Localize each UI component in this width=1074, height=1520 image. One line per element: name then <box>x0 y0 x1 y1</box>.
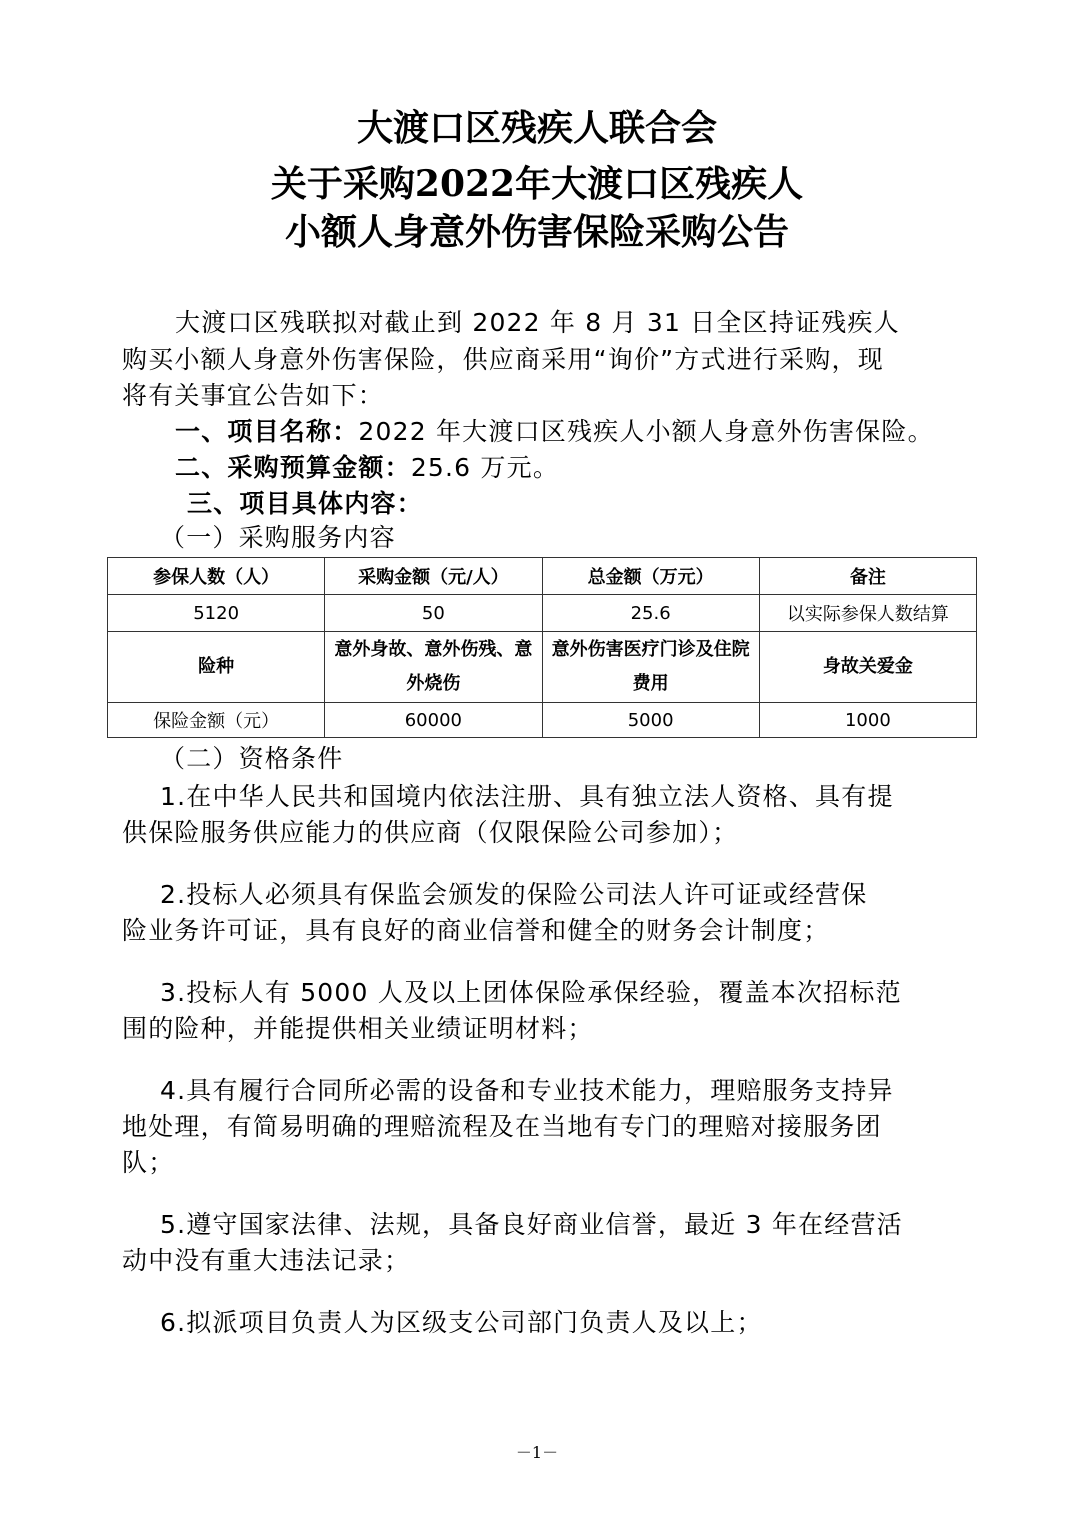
table-header-cell: 险种 <box>108 632 325 703</box>
table-cell: 5000 <box>542 703 759 738</box>
table-row <box>108 703 977 738</box>
budget <box>175 453 1015 483</box>
table-row <box>108 595 977 632</box>
project-name <box>175 417 1015 447</box>
budget-label: 二、采购预算金额： <box>175 453 411 482</box>
table-cell: 50 <box>325 595 542 632</box>
condition-3-line-2: 围的险种，并能提供相关业绩证明材料； <box>122 1014 594 1043</box>
service-table <box>107 557 977 738</box>
condition-4-line-2: 地处理，有简易明确的理赔流程及在当地有专门的理赔对接服务团 <box>122 1112 882 1141</box>
page-number: －1－ <box>515 1443 559 1462</box>
condition-3-line-1: 3.投标人有 5000 人及以上团体保险承保经验，覆盖本次招标范 <box>160 978 902 1007</box>
table-header-cell: 身故关爱金 <box>759 632 976 703</box>
condition-6-line-1: 6.拟派项目负责人为区级支公司部门负责人及以上； <box>160 1308 763 1337</box>
table-header-cell: 意外伤害医疗门诊及住院费用 <box>542 632 759 703</box>
table-row <box>108 632 977 703</box>
table-header-cell: 采购金额（元/人） <box>325 558 542 595</box>
table-header-cell: 备注 <box>759 558 976 595</box>
table-cell: 60000 <box>325 703 542 738</box>
project-name-label: 一、项目名称： <box>175 417 359 446</box>
table-header-cell: 意外身故、意外伤残、意外烧伤 <box>325 632 542 703</box>
title-line-2: 关于采购2022年大渡口区残疾人 <box>270 163 804 205</box>
budget-value: 25.6 万元。 <box>410 453 560 482</box>
condition-2-line-1: 2.投标人必须具有保监会颁发的保险公司法人许可证或经营保 <box>160 880 868 909</box>
table-cell: 保险金额（元） <box>108 703 325 738</box>
table-cell: 以实际参保人数结算 <box>759 595 976 632</box>
condition-4-line-3: 队； <box>122 1148 175 1177</box>
table-row <box>108 558 977 595</box>
condition-1-line-2: 供保险服务供应能力的供应商（仅限保险公司参加）； <box>122 818 739 847</box>
project-name-value: 2022 年大渡口区残疾人小额人身意外伤害保险。 <box>358 417 934 446</box>
table-header-cell: 总金额（万元） <box>542 558 759 595</box>
condition-1-line-1: 1.在中华人民共和国境内依法注册、具有独立法人资格、具有提 <box>160 782 894 811</box>
sub-heading-service: （一）采购服务内容 <box>160 523 396 552</box>
condition-4-line-1: 4.具有履行合同所必需的设备和专业技术能力，理赔服务支持异 <box>160 1076 894 1105</box>
title-line-1: 大渡口区残疾人联合会 <box>356 107 717 149</box>
condition-5-line-2: 动中没有重大违法记录； <box>122 1246 411 1275</box>
table-header-cell: 参保人数（人） <box>108 558 325 595</box>
table-cell: 1000 <box>759 703 976 738</box>
table-cell: 25.6 <box>542 595 759 632</box>
intro-line-2: 购买小额人身意外伤害保险，供应商采用“询价”方式进行采购，现 <box>122 345 884 374</box>
intro-line-1: 大渡口区残联拟对截止到 2022 年 8 月 31 日全区持证残疾人 <box>175 308 900 337</box>
condition-5-line-1: 5.遵守国家法律、法规，具备良好商业信誉，最近 3 年在经营活 <box>160 1210 903 1239</box>
table-cell: 5120 <box>108 595 325 632</box>
condition-2-line-2: 险业务许可证，具有良好的商业信誉和健全的财务会计制度； <box>122 916 830 945</box>
intro-line-3: 将有关事宜公告如下： <box>122 381 385 410</box>
sub-heading-qualification: （二）资格条件 <box>160 744 344 773</box>
content-heading: 三、项目具体内容： <box>187 489 423 518</box>
title-line-3: 小额人身意外伤害保险采购公告 <box>284 211 789 253</box>
